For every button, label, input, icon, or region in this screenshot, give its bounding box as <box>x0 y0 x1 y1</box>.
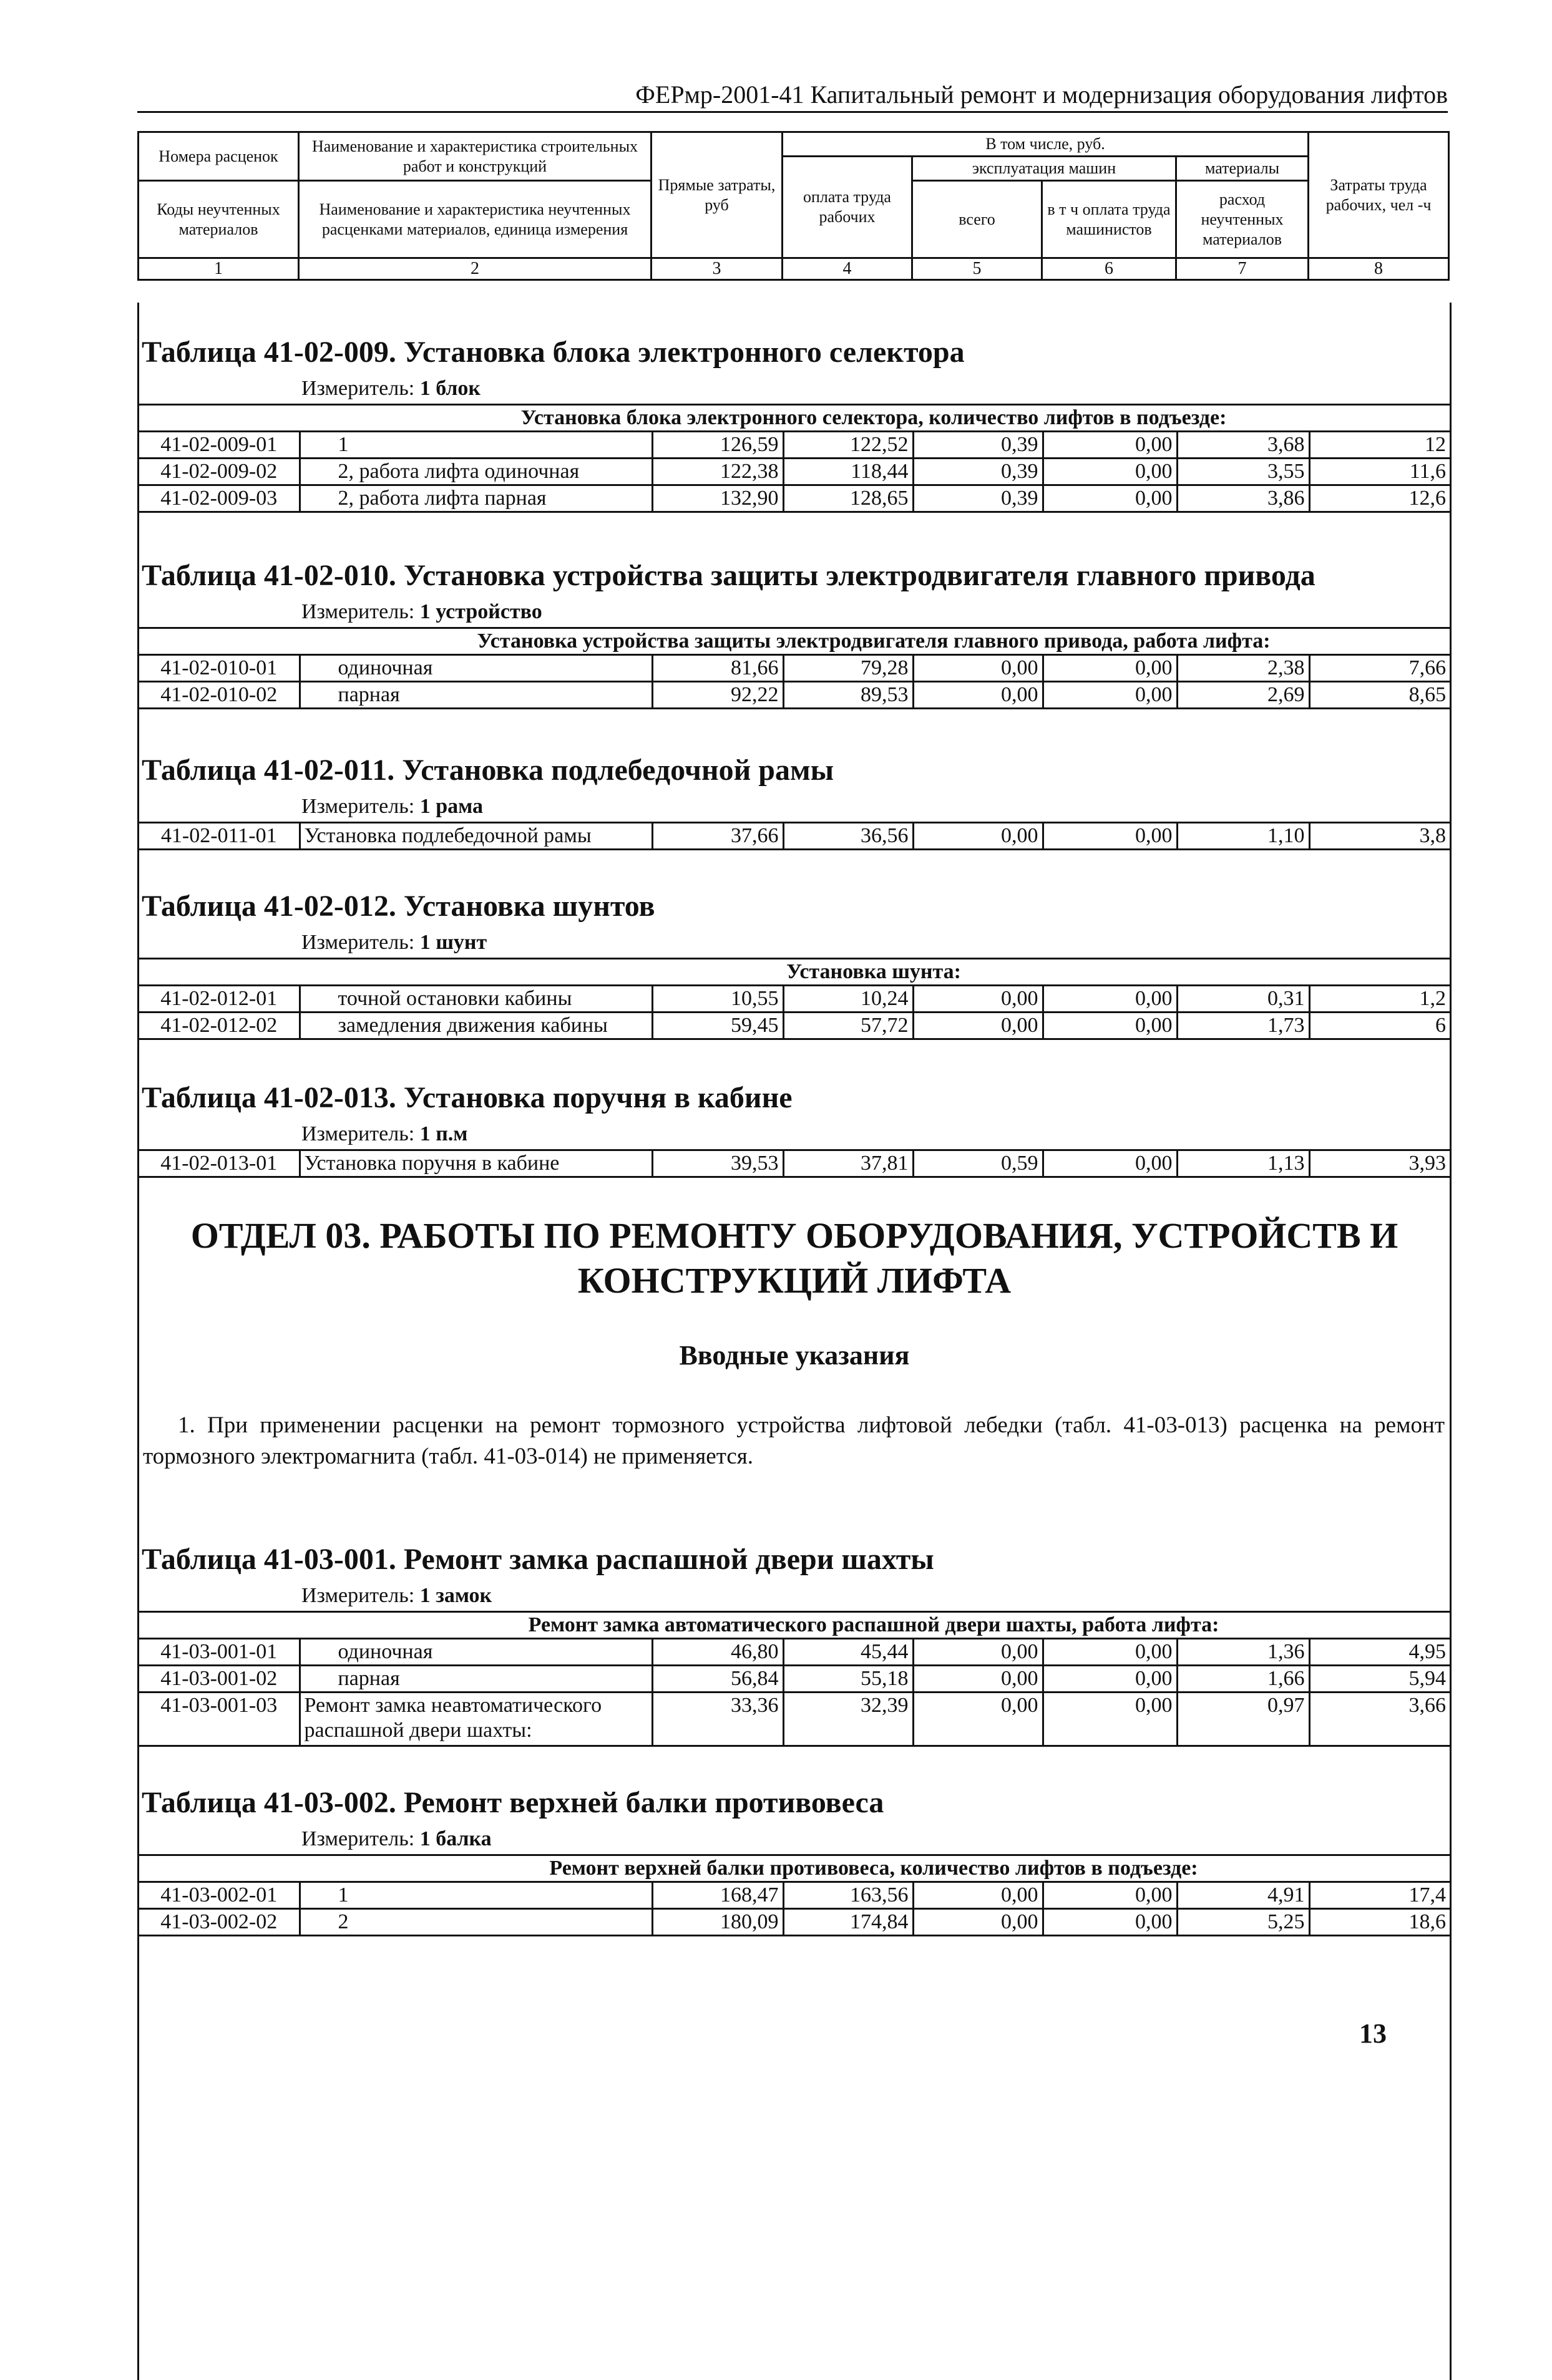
header-code-top: Номера расценок <box>139 132 299 181</box>
table-title: Таблица 41-02-011. Установка подлебедочной рамы <box>142 754 834 787</box>
materials-cost: 1,36 <box>1177 1639 1309 1666</box>
labor-hours: 18,6 <box>1309 1909 1450 1936</box>
labor-hours: 12,6 <box>1309 485 1450 512</box>
labor-pay: 174,84 <box>783 1909 913 1936</box>
header-including: В том числе, руб. <box>783 132 1309 157</box>
labor-pay: 89,53 <box>783 682 913 709</box>
column-number: 1 <box>139 258 299 280</box>
labor-hours: 1,2 <box>1309 986 1450 1013</box>
materials-cost: 2,69 <box>1177 682 1309 709</box>
rate-code: 41-02-010-01 <box>139 655 300 682</box>
document-body <box>137 303 1452 2380</box>
measure-line <box>139 930 1450 958</box>
table-row <box>139 986 1450 1013</box>
direct-cost: 122,38 <box>652 459 783 485</box>
intro-paragraph: 1. При применении расценки на ремонт тормозного устройства лифтовой лебедки (табл. 41-03-013) расценка на ремонт тормозного электромагнита (табл. 41-03-014) не применяется. <box>143 1412 1445 1469</box>
table-row <box>139 459 1450 485</box>
rate-code: 41-02-009-03 <box>139 485 300 512</box>
materials-cost: 0,31 <box>1177 986 1309 1013</box>
header-machines-total: всего <box>912 181 1042 258</box>
measure-unit: 1 балка <box>419 1827 492 1850</box>
machines-cost: 0,00 <box>913 1666 1043 1693</box>
machinist-pay: 0,00 <box>1043 1013 1177 1039</box>
table-title: Таблица 41-02-009. Установка блока электронного селектора <box>142 336 965 369</box>
subheader-row <box>139 959 1450 986</box>
rate-name: 2, работа лифта одиночная <box>300 459 652 485</box>
table-41-03-002 <box>139 1784 1450 1936</box>
measure-unit: 1 рама <box>419 795 484 818</box>
rate-code: 41-02-009-01 <box>139 432 300 459</box>
header-machinist-pay: в т ч оплата труда машинистов <box>1042 181 1176 258</box>
department-title: ОТДЕЛ 03. РАБОТЫ ПО РЕМОНТУ ОБОРУДОВАНИЯ, УСТРОЙСТВ И КОНСТРУКЦИЙ ЛИФТА <box>190 1215 1398 1301</box>
machines-cost: 0,00 <box>913 823 1043 850</box>
labor-pay: 37,81 <box>783 1150 913 1177</box>
rate-code: 41-02-011-01 <box>139 823 300 850</box>
rate-name: одиночная <box>300 655 652 682</box>
labor-pay: 128,65 <box>783 485 913 512</box>
rate-name: 1 <box>300 432 652 459</box>
measure-unit: 1 п.м <box>419 1122 468 1145</box>
measure-line <box>139 600 1450 627</box>
column-number: 2 <box>299 258 652 280</box>
rate-name: Ремонт замка неавтоматического распашной двери шахты: <box>300 1693 652 1746</box>
direct-cost: 132,90 <box>652 485 783 512</box>
materials-cost: 5,25 <box>1177 1909 1309 1936</box>
materials-cost: 1,13 <box>1177 1150 1309 1177</box>
direct-cost: 168,47 <box>652 1882 783 1909</box>
materials-cost: 2,38 <box>1177 655 1309 682</box>
machines-cost: 0,00 <box>913 1013 1043 1039</box>
measure-label: Измеритель: <box>301 795 415 818</box>
machinist-pay: 0,00 <box>1043 1639 1177 1666</box>
measure-label: Измеритель: <box>301 1122 415 1145</box>
rates-table <box>139 404 1450 513</box>
table-row <box>139 432 1450 459</box>
machines-cost: 0,00 <box>913 1882 1043 1909</box>
measure-label: Измеритель: <box>301 1584 415 1607</box>
rate-name: точной остановки кабины <box>300 986 652 1013</box>
header-labor-costs: Затраты труда рабочих, чел -ч <box>1309 132 1449 258</box>
direct-cost: 180,09 <box>652 1909 783 1936</box>
table-subheader: Установка блока электронного селектора, количество лифтов в подъезде: <box>139 405 1450 432</box>
direct-cost: 81,66 <box>652 655 783 682</box>
table-title: Таблица 41-03-002. Ремонт верхней балки противовеса <box>142 1786 884 1819</box>
labor-hours: 7,66 <box>1309 655 1450 682</box>
direct-cost: 39,53 <box>652 1150 783 1177</box>
labor-pay: 118,44 <box>783 459 913 485</box>
labor-pay: 32,39 <box>783 1693 913 1746</box>
direct-cost: 37,66 <box>652 823 783 850</box>
table-row <box>139 1882 1450 1909</box>
machines-cost: 0,00 <box>913 682 1043 709</box>
labor-hours: 17,4 <box>1309 1882 1450 1909</box>
subheader-row <box>139 1855 1450 1882</box>
rates-table <box>139 1854 1450 1936</box>
rate-name: парная <box>300 1666 652 1693</box>
table-row <box>139 1013 1450 1039</box>
rates-table <box>139 627 1450 709</box>
column-number: 5 <box>912 258 1042 280</box>
labor-pay: 36,56 <box>783 823 913 850</box>
labor-pay: 163,56 <box>783 1882 913 1909</box>
header-labor-pay: оплата труда рабочих <box>783 157 912 258</box>
subheader-row <box>139 405 1450 432</box>
header-column-numbers <box>139 258 1449 280</box>
rate-code: 41-03-001-02 <box>139 1666 300 1693</box>
table-title: Таблица 41-02-013. Установка поручня в кабине <box>142 1081 793 1114</box>
direct-cost: 33,36 <box>652 1693 783 1746</box>
materials-cost: 3,86 <box>1177 485 1309 512</box>
table-41-03-001 <box>139 1541 1450 1747</box>
machinist-pay: 0,00 <box>1043 655 1177 682</box>
table-title: Таблица 41-02-012. Установка шунтов <box>142 890 655 923</box>
machines-cost: 0,00 <box>913 1639 1043 1666</box>
machines-cost: 0,39 <box>913 459 1043 485</box>
materials-cost: 1,66 <box>1177 1666 1309 1693</box>
measure-line <box>139 1122 1450 1149</box>
rate-name: замедления движения кабины <box>300 1013 652 1039</box>
labor-hours: 3,66 <box>1309 1693 1450 1746</box>
machinist-pay: 0,00 <box>1043 1666 1177 1693</box>
machinist-pay: 0,00 <box>1043 1882 1177 1909</box>
table-row <box>139 682 1450 709</box>
materials-cost: 4,91 <box>1177 1882 1309 1909</box>
rate-code: 41-03-001-01 <box>139 1639 300 1666</box>
subheader-row <box>139 1612 1450 1639</box>
machinist-pay: 0,00 <box>1043 1909 1177 1936</box>
column-number: 3 <box>652 258 783 280</box>
labor-hours: 11,6 <box>1309 459 1450 485</box>
machines-cost: 0,00 <box>913 1909 1043 1936</box>
rate-name: 2, работа лифта парная <box>300 485 652 512</box>
column-number: 7 <box>1176 258 1309 280</box>
machines-cost: 0,00 <box>913 655 1043 682</box>
header-name-bottom: Наименование и характеристика неучтенных расценками материалов, единица измерения <box>299 181 652 258</box>
direct-cost: 92,22 <box>652 682 783 709</box>
rate-code: 41-02-010-02 <box>139 682 300 709</box>
header-materials-sub: расход неучтенных материалов <box>1176 181 1309 258</box>
machinist-pay: 0,00 <box>1043 432 1177 459</box>
labor-pay: 122,52 <box>783 432 913 459</box>
table-41-02-010 <box>139 557 1450 709</box>
column-number: 4 <box>783 258 912 280</box>
rate-code: 41-02-013-01 <box>139 1150 300 1177</box>
labor-pay: 45,44 <box>783 1639 913 1666</box>
header-name-top: Наименование и характеристика строительных работ и конструкций <box>299 132 652 181</box>
table-41-02-012 <box>139 888 1450 1040</box>
table-row <box>139 485 1450 512</box>
labor-hours: 8,65 <box>1309 682 1450 709</box>
header-materials: материалы <box>1176 157 1309 181</box>
rates-table <box>139 822 1450 850</box>
labor-pay: 10,24 <box>783 986 913 1013</box>
table-41-02-013 <box>139 1079 1450 1178</box>
measure-unit: 1 замок <box>419 1584 492 1607</box>
machinist-pay: 0,00 <box>1043 1150 1177 1177</box>
machines-cost: 0,59 <box>913 1150 1043 1177</box>
table-row <box>139 1693 1450 1746</box>
machines-cost: 0,00 <box>913 1693 1043 1746</box>
header-code-bottom: Коды неучтенных материалов <box>139 181 299 258</box>
materials-cost: 3,55 <box>1177 459 1309 485</box>
materials-cost: 1,10 <box>1177 823 1309 850</box>
rates-table <box>139 958 1450 1040</box>
machines-cost: 0,00 <box>913 986 1043 1013</box>
measure-line <box>139 376 1450 404</box>
measure-label: Измеритель: <box>301 1827 415 1850</box>
table-subheader: Ремонт замка автоматического распашной двери шахты, работа лифта: <box>139 1612 1450 1639</box>
measure-line <box>139 1827 1450 1854</box>
column-header-table <box>137 131 1450 281</box>
machinist-pay: 0,00 <box>1043 485 1177 512</box>
rate-code: 41-03-002-01 <box>139 1882 300 1909</box>
table-row <box>139 655 1450 682</box>
column-number: 8 <box>1309 258 1449 280</box>
measure-label: Измеритель: <box>301 600 415 623</box>
measure-line <box>139 794 1450 822</box>
measure-unit: 1 устройство <box>419 600 542 623</box>
direct-cost: 126,59 <box>652 432 783 459</box>
machinist-pay: 0,00 <box>1043 986 1177 1013</box>
labor-pay: 55,18 <box>783 1666 913 1693</box>
rate-name: Установка подлебедочной рамы <box>300 823 652 850</box>
labor-hours: 3,93 <box>1309 1150 1450 1177</box>
table-row <box>139 1639 1450 1666</box>
labor-hours: 12 <box>1309 432 1450 459</box>
rate-name: 1 <box>300 1882 652 1909</box>
table-row <box>139 1666 1450 1693</box>
labor-hours: 4,95 <box>1309 1639 1450 1666</box>
table-subheader: Установка устройства защиты электродвигателя главного привода, работа лифта: <box>139 628 1450 655</box>
machinist-pay: 0,00 <box>1043 459 1177 485</box>
header-direct-costs: Прямые затраты, руб <box>652 132 783 258</box>
rate-name: одиночная <box>300 1639 652 1666</box>
labor-hours: 5,94 <box>1309 1666 1450 1693</box>
page-number: 13 <box>1359 2018 1387 2049</box>
labor-pay: 57,72 <box>783 1013 913 1039</box>
rate-name: 2 <box>300 1909 652 1936</box>
measure-label: Измеритель: <box>301 931 415 954</box>
rates-table <box>139 1149 1450 1178</box>
table-title: Таблица 41-03-001. Ремонт замка распашной двери шахты <box>142 1543 934 1576</box>
table-row <box>139 1909 1450 1936</box>
measure-unit: 1 шунт <box>419 931 487 954</box>
direct-cost: 59,45 <box>652 1013 783 1039</box>
subheader-row <box>139 628 1450 655</box>
rate-code: 41-03-002-02 <box>139 1909 300 1936</box>
rate-code: 41-02-012-01 <box>139 986 300 1013</box>
machinist-pay: 0,00 <box>1043 1693 1177 1746</box>
materials-cost: 1,73 <box>1177 1013 1309 1039</box>
table-subheader: Ремонт верхней балки противовеса, количество лифтов в подъезде: <box>139 1855 1450 1882</box>
table-41-02-009 <box>139 334 1450 513</box>
column-number: 6 <box>1042 258 1176 280</box>
machinist-pay: 0,00 <box>1043 682 1177 709</box>
running-title: ФЕРмр-2001-41 Капитальный ремонт и модернизация оборудования лифтов <box>137 80 1448 113</box>
header-machines: эксплуатация машин <box>912 157 1176 181</box>
table-title: Таблица 41-02-010. Установка устройства защиты электродвигателя главного привода <box>142 559 1315 592</box>
labor-pay: 79,28 <box>783 655 913 682</box>
table-subheader: Установка шунта: <box>139 959 1450 986</box>
rate-name: парная <box>300 682 652 709</box>
rate-code: 41-02-012-02 <box>139 1013 300 1039</box>
measure-line <box>139 1583 1450 1611</box>
table-row <box>139 823 1450 850</box>
table-row <box>139 1150 1450 1177</box>
direct-cost: 56,84 <box>652 1666 783 1693</box>
direct-cost: 46,80 <box>652 1639 783 1666</box>
rate-code: 41-02-009-02 <box>139 459 300 485</box>
rate-code: 41-03-001-03 <box>139 1693 300 1746</box>
table-41-02-011 <box>139 752 1450 850</box>
materials-cost: 0,97 <box>1177 1693 1309 1746</box>
machinist-pay: 0,00 <box>1043 823 1177 850</box>
labor-hours: 6 <box>1309 1013 1450 1039</box>
machines-cost: 0,39 <box>913 485 1043 512</box>
direct-cost: 10,55 <box>652 986 783 1013</box>
labor-hours: 3,8 <box>1309 823 1450 850</box>
rate-name: Установка поручня в кабине <box>300 1150 652 1177</box>
machines-cost: 0,39 <box>913 432 1043 459</box>
intro-heading: Вводные указания <box>679 1340 910 1371</box>
rates-table <box>139 1611 1450 1747</box>
materials-cost: 3,68 <box>1177 432 1309 459</box>
measure-label: Измеритель: <box>301 377 415 400</box>
measure-unit: 1 блок <box>419 377 481 400</box>
